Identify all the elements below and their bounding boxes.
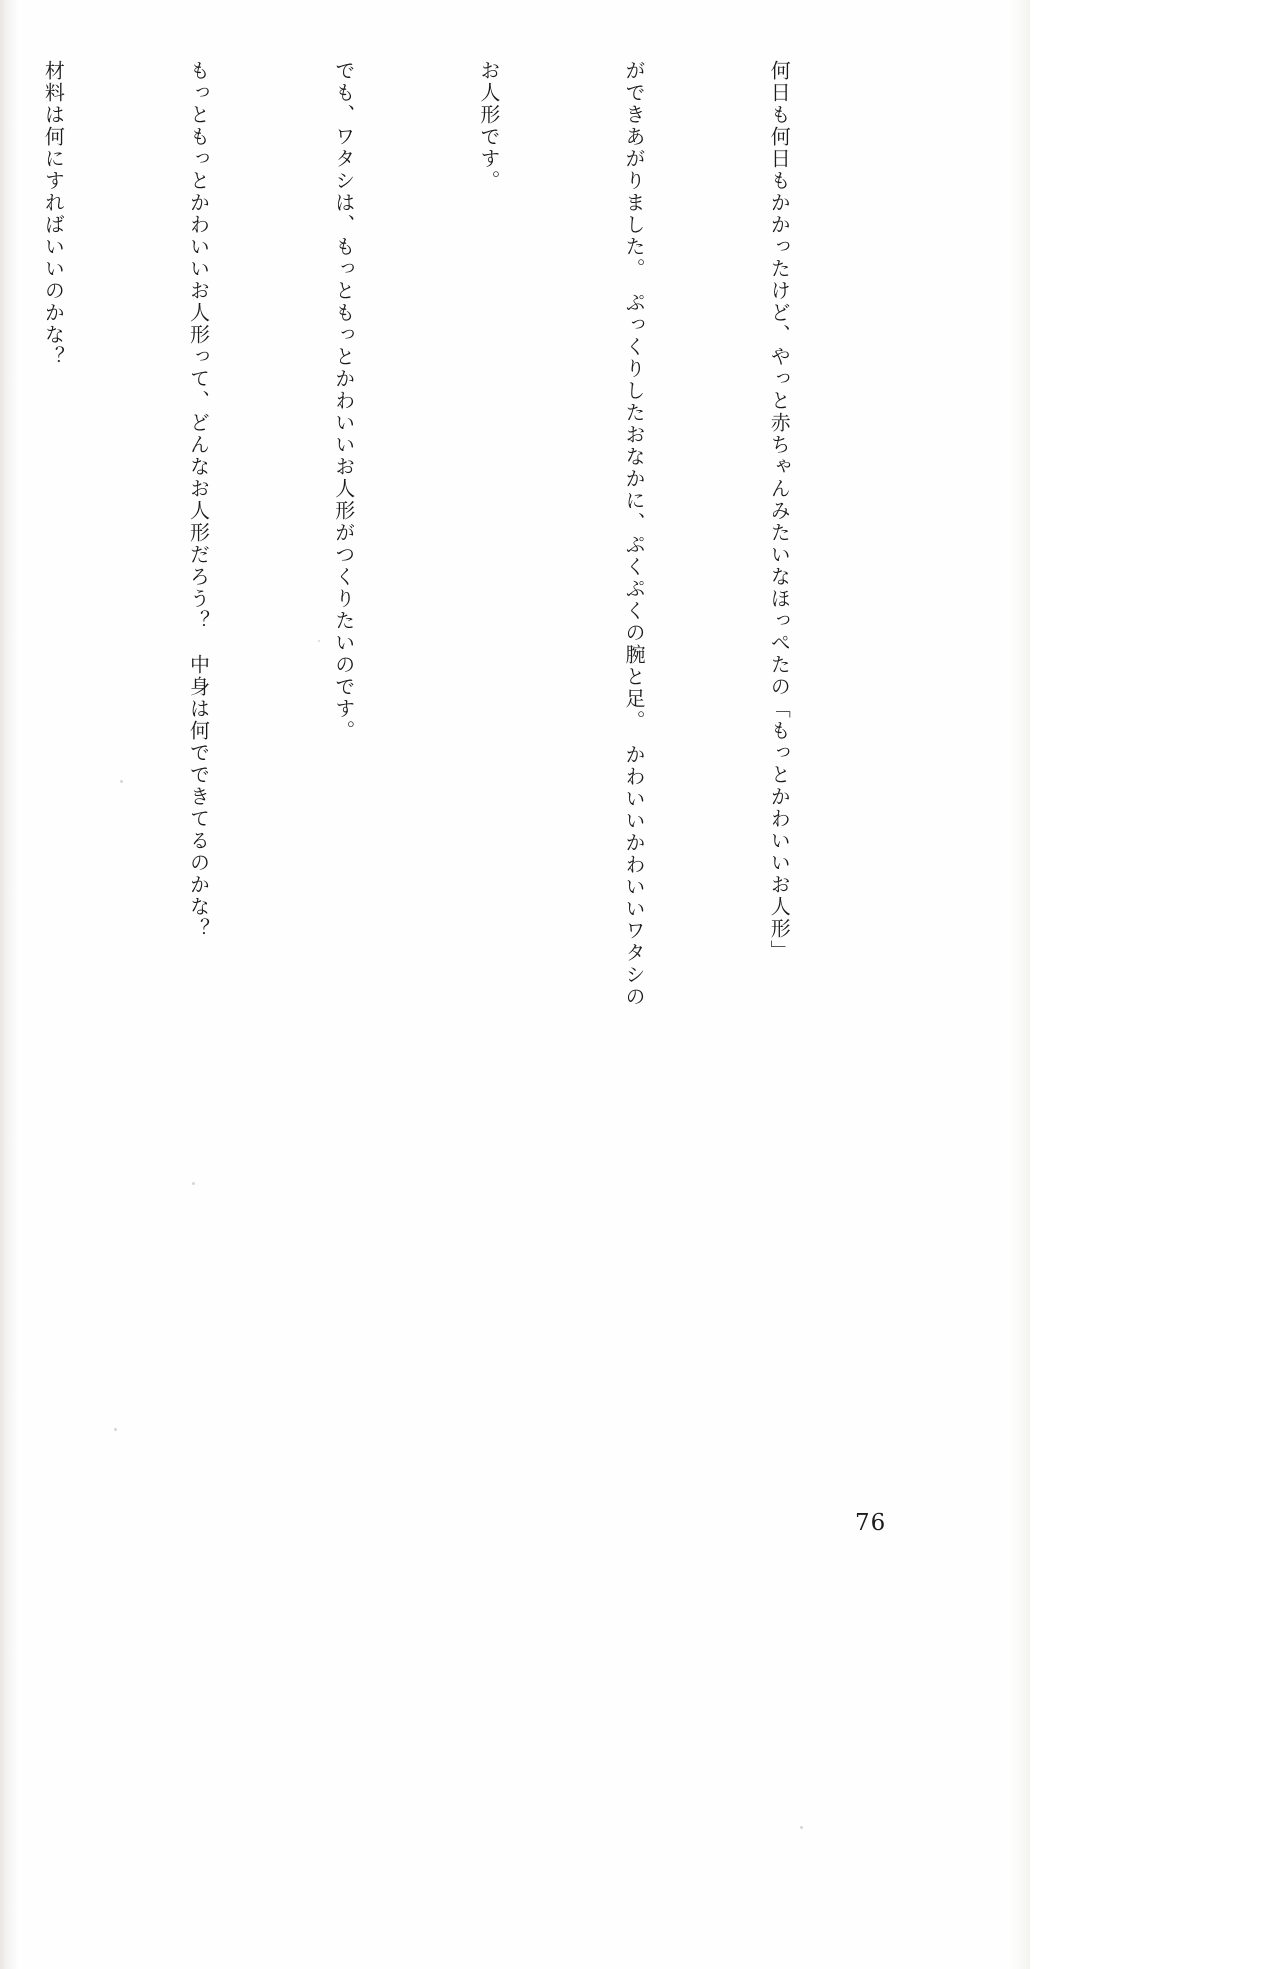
page-right-edge-shading bbox=[1006, 0, 1030, 1969]
scan-speck bbox=[800, 1826, 803, 1829]
page-number: 76 bbox=[855, 1510, 887, 1536]
body-line: 何日も何日もかかったけど、やっと赤ちゃんみたいなほっぺたの「もっとかわいいお人形」 bbox=[767, 60, 792, 962]
body-line: お人形です。 bbox=[476, 60, 501, 192]
page-body-text bbox=[0, 60, 900, 1450]
body-line: ができあがりました。 ぷっくりしたおなかに、ぷくぷくの腕と足。 かわいいかわいいワタシの bbox=[622, 60, 647, 1008]
page-outer-margin bbox=[1030, 0, 1280, 1969]
body-line: もっともっとかわいいお人形って、どんなお人形だろう？ 中身は何でできてるのかな？ bbox=[186, 60, 211, 940]
body-line: でも、ワタシは、もっともっとかわいいお人形がつくりたいのです。 bbox=[331, 60, 356, 742]
body-line: 材料は何にすればいいのかな？ bbox=[41, 60, 66, 368]
